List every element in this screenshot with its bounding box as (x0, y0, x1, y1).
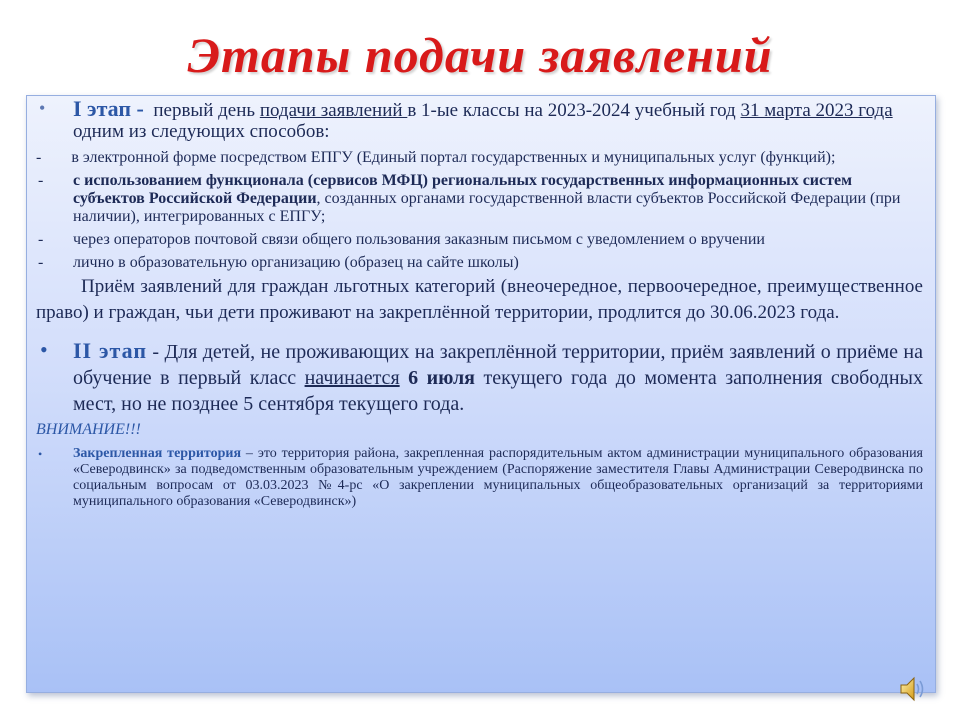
method-item-2 (36, 172, 923, 226)
method-item-4 (36, 254, 923, 272)
note-term: Закрепленная территория (73, 446, 242, 461)
stage2-bullet: • (40, 337, 48, 362)
method-4-text: лично в образовательную организацию (образец на сайте школы) (73, 254, 519, 271)
stage2-date: 6 июля (399, 367, 475, 389)
method-1-marker: - (36, 149, 42, 166)
speaker-icon-graphic (898, 674, 926, 704)
slide-title: Этапы подачи заявлений (187, 27, 773, 83)
stage1-date: 31 марта 2023 года (740, 100, 893, 121)
note-text: – это территория района, закрепленная распорядительным актом администрации муниципального образования «Северодвинск» за подведомственным образовательным учреждением (Распоряжение заместителя Главы Администрации Северодвинска по социальным вопросам от 03.03.2023 №4-рс «О закреплении муниципальных общеобразовательных организаций за территориями муниципального образования «Северодвинск») (73, 446, 923, 509)
stage2-text-b: текущего года до момента заполнения свободных мест, но не позднее 5 сентября текущего года. (73, 367, 923, 415)
method-4-marker: - (38, 254, 44, 271)
stage2-label: II этап (73, 338, 148, 363)
stage1-bullet: • (39, 98, 46, 118)
stage1-link: подачи заявлений (259, 100, 408, 121)
method-2-bold: с использованием функционала (сервисов МФЦ) региональных государственных информационных систем субъектов Российской Федерации (73, 172, 852, 207)
stage2-text-a: - Для детей, не проживающих на закреплённой территории, приём заявлений о приёме на обучение в первый класс (73, 341, 924, 389)
preference-paragraph: Приём заявлений для граждан льготных категорий (внеочередное, первоочередное, преимущественное право) и граждан, чьи дети проживают на закреплённой территории, продлится до 30.06.2023 года. (36, 276, 923, 323)
stage2-link: начинается (304, 367, 400, 389)
stage1-text-c: одним из следующих способов: (73, 121, 330, 142)
method-1-text: в электронной форме посредством ЕПГУ (Единый портал государственных и муниципальных услуг (функций); (71, 149, 836, 166)
attention-label: ВНИМАНИЕ!!! (36, 421, 141, 438)
stage1-label: I этап - (73, 96, 144, 121)
method-2-text: , созданных органами государственной власти субъектов Российской Федерации (при наличии), интегрированных с ЕПГУ; (73, 190, 901, 225)
stage1-item (36, 98, 923, 142)
method-item-1 (36, 149, 923, 167)
method-3-marker: - (38, 231, 44, 248)
method-3-text: через операторов почтовой связи общего пользования заказным письмом с уведомлением о вручении (73, 231, 765, 248)
stage1-text-b: в 1-ые классы на 2023-2024 учебный год (407, 100, 736, 121)
stage2-item (36, 338, 923, 417)
stage1-text-a: первый день (153, 100, 260, 121)
method-item-3 (36, 231, 923, 249)
speaker-icon[interactable] (898, 674, 926, 704)
note-item (36, 446, 923, 510)
note-bullet: • (38, 447, 43, 461)
content-box (26, 95, 936, 693)
method-2-marker: - (38, 172, 44, 189)
